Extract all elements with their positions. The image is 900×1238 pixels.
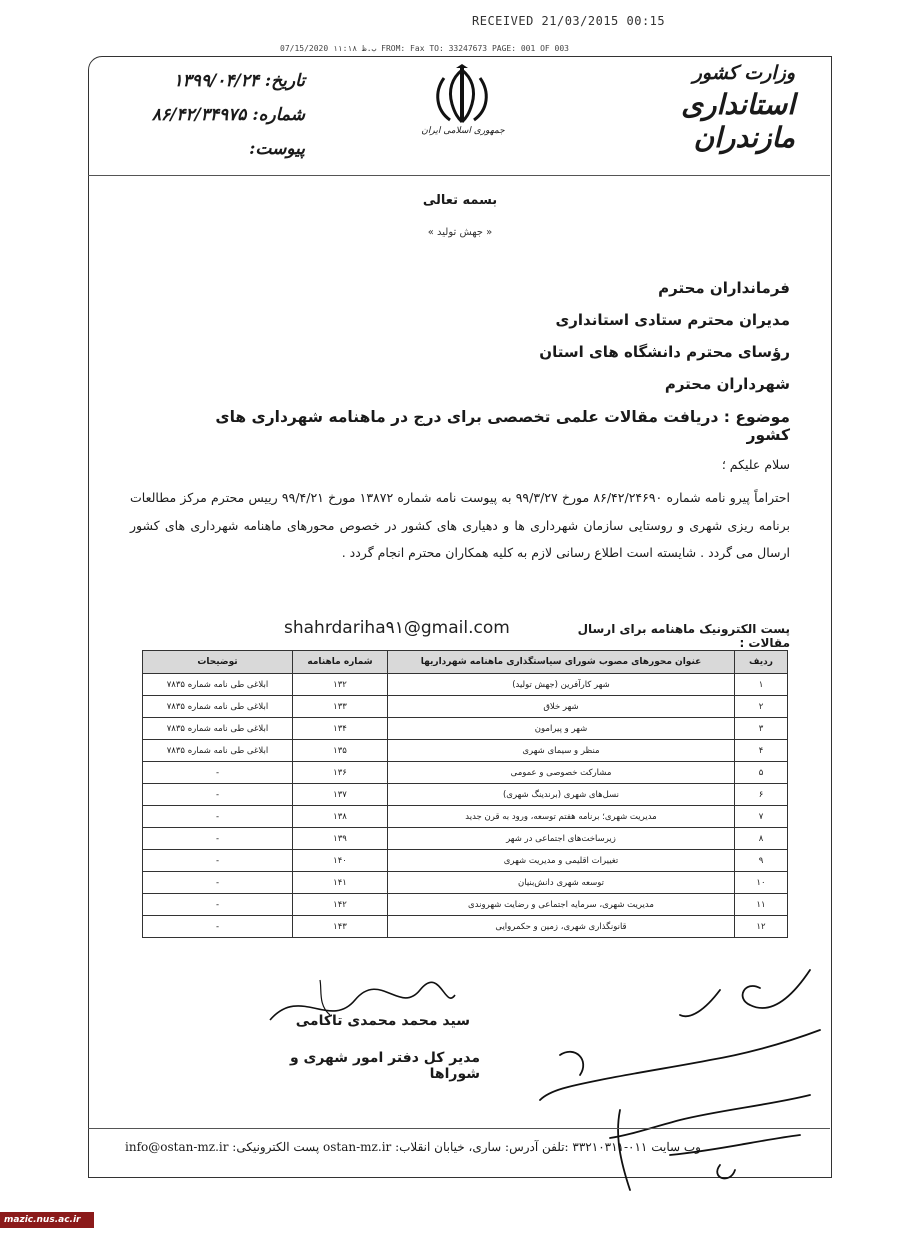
date-value: ۱۳۹۹/۰۴/۲۴	[173, 71, 259, 91]
topic-notes: -	[143, 806, 293, 828]
recipients-list	[350, 272, 790, 400]
handwritten-annotation	[520, 960, 840, 1200]
table-row	[143, 850, 788, 872]
row-number: ۱۰	[735, 872, 788, 894]
issue-number: ۱۴۰	[293, 850, 388, 872]
letter-meta	[135, 64, 305, 166]
footer-divider	[88, 1128, 830, 1129]
topic-title: قانونگذاری شهری، زمین و حکمروایی	[388, 916, 735, 938]
recipient-line: مدیران محترم ستادی استانداری	[555, 311, 790, 329]
issue-number: ۱۴۲	[293, 894, 388, 916]
table-row	[143, 872, 788, 894]
table-row	[143, 894, 788, 916]
governorate-name: استانداری مازندران	[681, 88, 795, 154]
table-row	[143, 916, 788, 938]
table-row	[143, 806, 788, 828]
table-row	[143, 828, 788, 850]
ministry-name: وزارت کشور	[692, 62, 795, 84]
emblem-caption: جمهوری اسلامی ایران	[421, 126, 505, 136]
topics-table	[142, 650, 788, 938]
row-number: ۹	[735, 850, 788, 872]
topic-notes: -	[143, 872, 293, 894]
row-number: ۱۲	[735, 916, 788, 938]
row-number: ۴	[735, 740, 788, 762]
recipient-line: رؤسای محترم دانشگاه های استان	[539, 343, 790, 361]
number-label: شماره:	[252, 105, 305, 125]
row-number: ۱	[735, 674, 788, 696]
topic-notes: -	[143, 828, 293, 850]
topic-title: شهر و پیرامون	[388, 718, 735, 740]
date-label: تاریخ:	[264, 71, 305, 91]
fax-header-line: 07/15/2020 ب.ظ ١١:١٨ FROM: Fax TO: 33247673 PAGE: 001 OF 003	[280, 44, 569, 53]
row-number: ۲	[735, 696, 788, 718]
topic-notes: -	[143, 916, 293, 938]
issue-number: ۱۳۹	[293, 828, 388, 850]
header-divider	[88, 175, 830, 176]
topic-notes: ابلاغی طی نامه شماره ۷۸۳۵	[143, 718, 293, 740]
topic-title: مدیریت شهری، سرمایه اجتماعی و رضایت شهروندی	[388, 894, 735, 916]
issue-number: ۱۳۸	[293, 806, 388, 828]
issue-number: ۱۳۳	[293, 696, 388, 718]
table-header-row	[143, 651, 788, 674]
topic-notes: ابلاغی طی نامه شماره ۷۸۳۵	[143, 740, 293, 762]
email-label: پست الکترونیک ماهنامه برای ارسال مقالات :	[577, 622, 790, 650]
issue-number: ۱۳۲	[293, 674, 388, 696]
row-number: ۶	[735, 784, 788, 806]
ministry-heading	[600, 62, 795, 154]
topic-notes: -	[143, 894, 293, 916]
table-row	[143, 674, 788, 696]
topic-title: منظر و سیمای شهری	[388, 740, 735, 762]
bismillah: بسمه تعالی	[422, 193, 498, 208]
row-number: ۳	[735, 718, 788, 740]
topic-title: زیرساخت‌های اجتماعی در شهر	[388, 828, 735, 850]
row-number: ۷	[735, 806, 788, 828]
attachment-row	[135, 132, 305, 166]
fax-received-stamp: RECEIVED 21/03/2015 00:15	[472, 14, 666, 28]
col-header-issue: شماره ماهنامه	[293, 651, 388, 674]
table-row	[143, 762, 788, 784]
topic-notes: -	[143, 850, 293, 872]
number-value: ۸۶/۴۲/۳۴۹۷۵	[151, 105, 247, 125]
col-header-row-number: ردیف	[735, 651, 788, 674]
row-number: ۵	[735, 762, 788, 784]
topic-title: توسعه شهری دانش‌بنیان	[388, 872, 735, 894]
recipient-line: فرمانداران محترم	[658, 279, 790, 297]
topic-notes: ابلاغی طی نامه شماره ۷۸۳۵	[143, 674, 293, 696]
email-address: shahrdariha۹۱@gmail.com	[284, 618, 510, 638]
row-number: ۸	[735, 828, 788, 850]
letter-subject: موضوع : دریافت مقالات علمی تخصصی برای درج در ماهنامه شهرداری های کشور	[215, 408, 790, 444]
attachment-label: پیوست:	[249, 139, 305, 159]
site-watermark: mazic.nus.ac.ir	[0, 1212, 94, 1228]
row-number: ۱۱	[735, 894, 788, 916]
issue-number: ۱۳۷	[293, 784, 388, 806]
topic-title: شهر کارآفرین (جهش تولید)	[388, 674, 735, 696]
date-row	[135, 64, 305, 98]
number-row	[135, 98, 305, 132]
table-row	[143, 718, 788, 740]
topic-title: شهر خلاق	[388, 696, 735, 718]
table-row	[143, 784, 788, 806]
greeting: سلام علیکم ؛	[721, 457, 790, 472]
topic-notes: ابلاغی طی نامه شماره ۷۸۳۵	[143, 696, 293, 718]
topic-notes: -	[143, 784, 293, 806]
col-header-notes: توضیحات	[143, 651, 293, 674]
table-row	[143, 696, 788, 718]
letter-body: احتراماً پیرو نامه شماره ۸۶/۴۲/۲۴۶۹۰ مورخ ۹۹/۳/۲۷ به پیوست نامه شماره ۱۳۸۷۲ مورخ ۹۹/۴/۲۱ رییس محترم مرکز مطالعات برنامه ریزی شهری و روستایی سازمان شهرداری ها و دهیاری های کشور در خصوص محورهای ماهنامه شهرداری های کشور ارسال می گردد . شایسته است اطلاع رسانی لازم به کلیه همکاران محترم انجام گردد .	[130, 490, 790, 560]
col-header-title: عنوان محورهای مصوب شورای سیاستگذاری ماهنامه شهرداریها	[388, 651, 735, 674]
issue-number: ۱۳۵	[293, 740, 388, 762]
topic-title: نسل‌های شهری (برندینگ شهری)	[388, 784, 735, 806]
issue-number: ۱۳۶	[293, 762, 388, 784]
issue-number: ۱۴۱	[293, 872, 388, 894]
table-row	[143, 740, 788, 762]
issue-number: ۱۳۴	[293, 718, 388, 740]
topic-notes: -	[143, 762, 293, 784]
topic-title: تغییرات اقلیمی و مدیریت شهری	[388, 850, 735, 872]
footer-contact: info@ostan-mz.ir :پست الکترونیکی ostan-mz.ir :وب سایت ۰۱۱-۳۳۲۱۰۳۱۱ :تلفن آدرس: ساری، خیابان انقلاب	[125, 1140, 701, 1154]
signatory-name: سید محمد محمدی تاکامی	[295, 1013, 470, 1029]
topic-title: مدیریت شهری؛ برنامه هفتم توسعه، ورود به قرن جدید	[388, 806, 735, 828]
issue-number: ۱۴۳	[293, 916, 388, 938]
recipient-line: شهرداران محترم	[664, 375, 790, 393]
year-motto: « جهش تولید »	[427, 227, 493, 238]
topic-title: مشارکت خصوصی و عمومی	[388, 762, 735, 784]
signatory-title: مدیر کل دفتر امور شهری و شوراها	[289, 1050, 480, 1082]
